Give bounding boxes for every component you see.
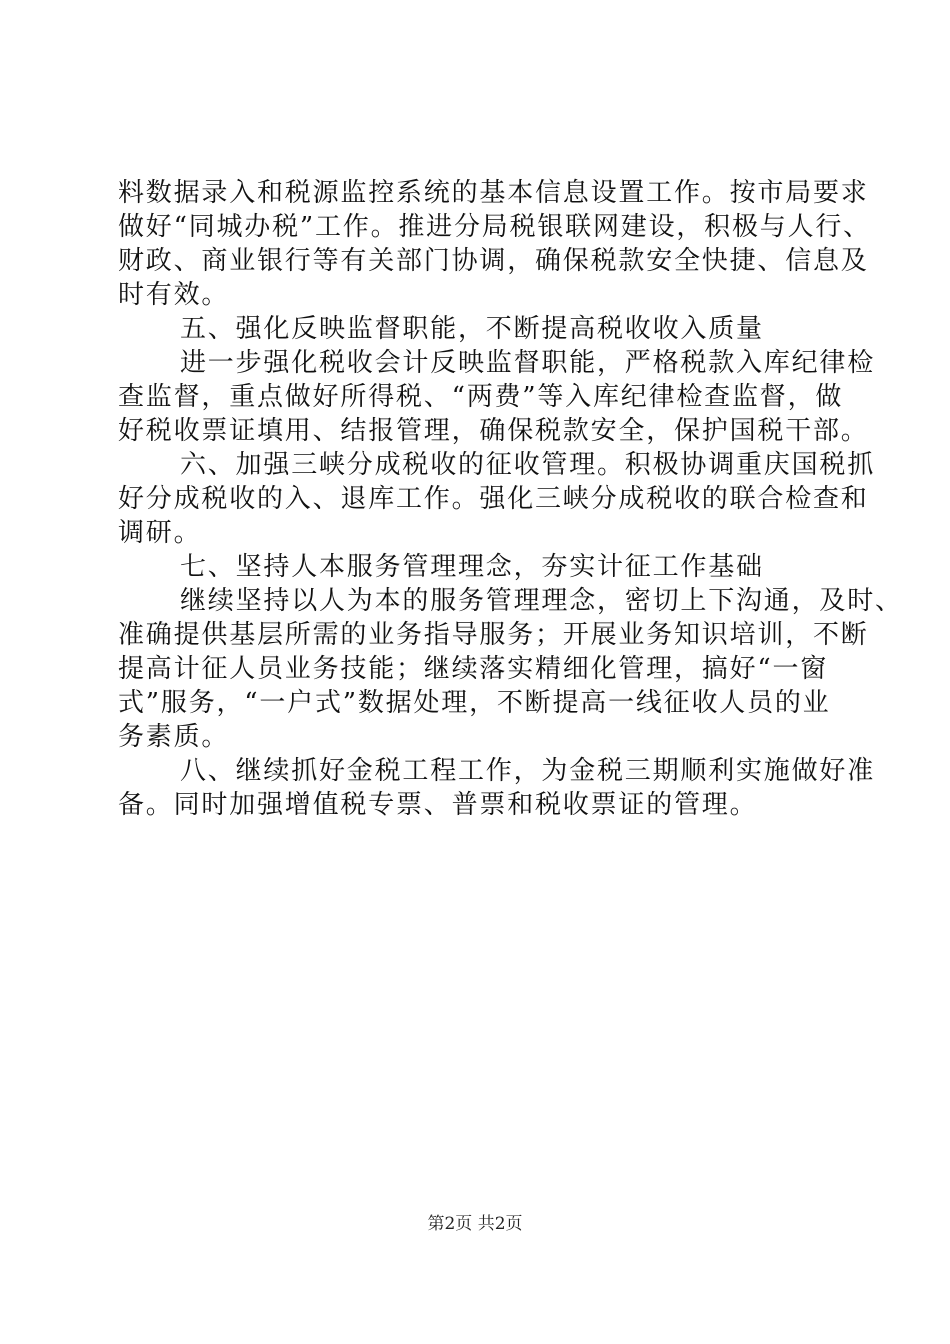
body-line: 财政、商业银行等有关部门协调，确保税款安全快捷、信息及 <box>118 246 869 276</box>
body-line: 务素质。 <box>118 722 230 752</box>
body-line: 好税收票证填用、结报管理，确保税款安全，保护国税干部。 <box>118 416 869 446</box>
section-heading: 七、坚持人本服务管理理念，夯实计征工作基础 <box>180 552 764 582</box>
body-line: 式”服务，“一户式”数据处理，不断提高一线征收人员的业 <box>118 688 831 718</box>
section-heading: 五、强化反映监督职能，不断提高税收收入质量 <box>180 314 764 344</box>
body-line: 进一步强化税收会计反映监督职能，严格税款入库纪律检 <box>180 348 876 378</box>
body-line: 料数据录入和税源监控系统的基本信息设置工作。按市局要求 <box>118 178 869 208</box>
body-line: 调研。 <box>118 518 202 548</box>
page-footer: 第2页 共2页 <box>427 1214 523 1234</box>
body-line: 时有效。 <box>118 280 230 310</box>
body-line: 继续坚持以人为本的服务管理理念，密切上下沟通，及时、 <box>180 586 903 616</box>
body-line: 好分成税收的入、退库工作。强化三峡分成税收的联合检查和 <box>118 484 869 514</box>
section-heading: 六、加强三峡分成税收的征收管理。积极协调重庆国税抓 <box>180 450 876 480</box>
section-heading: 八、继续抓好金税工程工作，为金税三期顺利实施做好准 <box>180 756 876 786</box>
body-line: 备。同时加强增值税专票、普票和税收票证的管理。 <box>118 790 758 820</box>
body-line: 提高计征人员业务技能；继续落实精细化管理，搞好“一窗 <box>118 654 829 684</box>
body-line: 做好“同城办税”工作。推进分局税银联网建设，积极与人行、 <box>118 212 871 242</box>
body-line: 准确提供基层所需的业务指导服务；开展业务知识培训，不断 <box>118 620 869 650</box>
body-line: 查监督，重点做好所得税、“两费”等入库纪律检查监督，做 <box>118 382 844 412</box>
